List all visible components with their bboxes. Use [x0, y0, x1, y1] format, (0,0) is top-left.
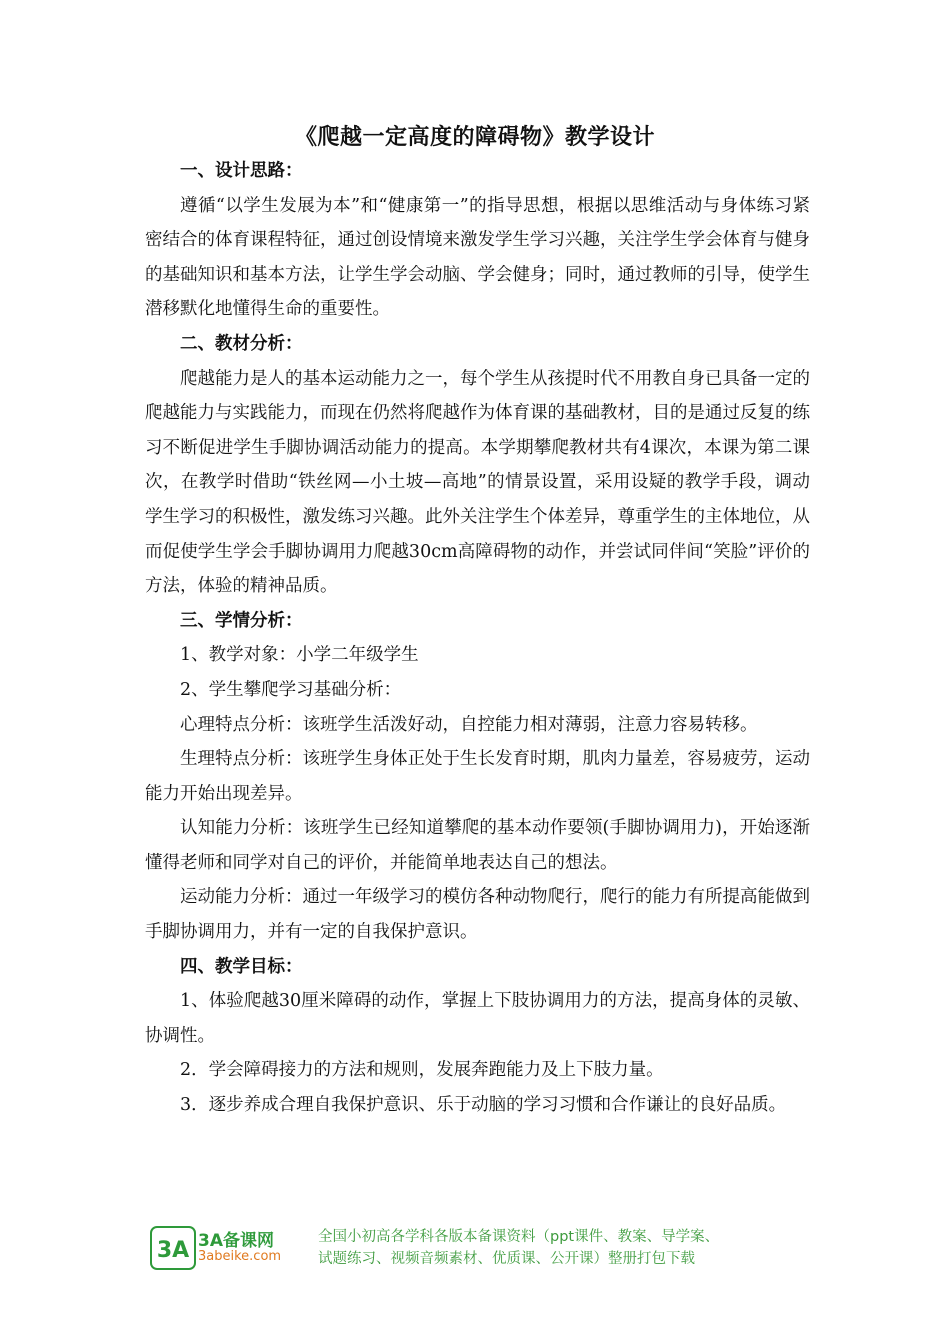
- footer-banner: [150, 1222, 810, 1278]
- promo-text: [318, 1226, 810, 1270]
- document-body: [145, 154, 810, 1123]
- section-heading-material-analysis: 二、教材分析：: [180, 333, 303, 354]
- paragraph: 爬越能力是人的基本运动能力之一，每个学生从孩提时代不用教自身已具备一定的爬越能力与实践能力，而现在仍然将爬越作为体育课的基础教材，目的是通过反复的练习不断促进学生手脚协调活动能力的提高。本学期攀爬教材共有4课次，本课为第二课次，在教学时借助“铁丝网—小土坡—高地”的情景设置，采用设疑的教学手段，调动学生学习的积极性，激发练习兴趣。此外关注学生个体差异，尊重学生的主体地位，从而促使学生学会手脚协调用力爬越30cm高障碍物的动作，并尝试同伴间“笑脸”评价的方法，体验的精神品质。: [145, 368, 810, 597]
- logo-mark: 3A: [156, 1238, 190, 1263]
- section-heading-student-analysis: 三、学情分析：: [180, 610, 303, 631]
- paragraph: 2．学会障碍接力的方法和规则，发展奔跑能力及上下肢力量。: [180, 1060, 664, 1081]
- paragraph: 生理特点分析：该班学生身体正处于生长发育时期，肌肉力量差，容易疲劳，运动能力开始出现差异。: [145, 749, 810, 804]
- logo-name: 3A备课网: [198, 1231, 274, 1251]
- promo-line-2: 试题练习、视频音频素材、优质课、公开课）整册打包下载: [318, 1251, 695, 1267]
- paragraph: 遵循“以学生发展为本”和“健康第一”的指导思想，根据以思维活动与身体练习紧密结合的体育课程特征，通过创设情境来激发学生学习兴趣，关注学生学会体育与健身的基础知识和基本方法，让学生学会动脑、学会健身；同时，通过教师的引导，使学生潜移默化地懂得生命的重要性。: [145, 195, 810, 320]
- paragraph: 心理特点分析：该班学生活泼好动，自控能力相对薄弱，注意力容易转移。: [180, 714, 758, 735]
- paragraph: 认知能力分析：该班学生已经知道攀爬的基本动作要领(手脚协调用力)，开始逐渐懂得老师和同学对自己的评价，并能简单地表达自己的想法。: [145, 818, 810, 873]
- promo-line-1: 全国小初高各学科各版本备课资料（ppt课件、教案、导学案、: [318, 1229, 720, 1245]
- paragraph: 2、学生攀爬学习基础分析：: [180, 679, 402, 700]
- paragraph: 运动能力分析：通过一年级学习的模仿各种动物爬行，爬行的能力有所提高能做到手脚协调用力，并有一定的自我保护意识。: [145, 887, 810, 943]
- 3a-logo-icon: [150, 1226, 196, 1270]
- logo-url: 3abeike.com: [198, 1249, 282, 1264]
- section-heading-teaching-goals: 四、教学目标：: [180, 956, 303, 977]
- paragraph: 3．逐步养成合理自我保护意识、乐于动脑的学习习惯和合作谦让的良好品质。: [180, 1095, 787, 1116]
- section-heading-design-idea: 一、设计思路：: [180, 161, 303, 181]
- document-title: 《爬越一定高度的障碍物》教学设计: [294, 125, 655, 150]
- paragraph: 1、教学对象：小学二年级学生: [180, 645, 419, 666]
- paragraph: 1、体验爬越30厘米障碍的动作，掌握上下肢协调用力的方法，提高身体的灵敏、协调性。: [145, 991, 810, 1046]
